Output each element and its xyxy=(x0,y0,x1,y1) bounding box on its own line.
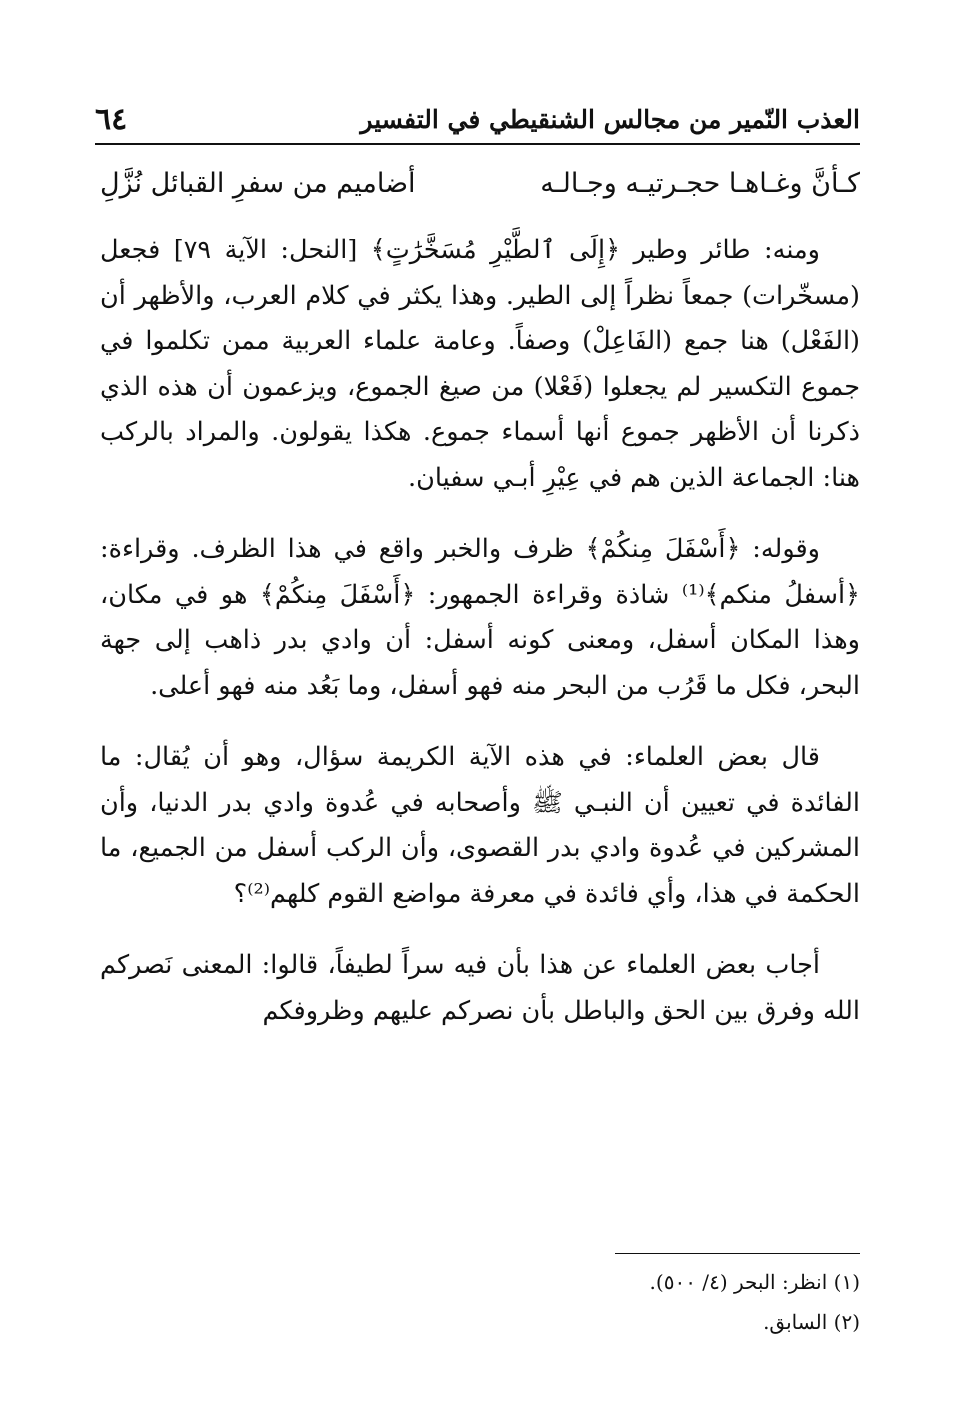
footnote: (١) انظر: البحر (٤/ ٥٠٠). xyxy=(649,1270,860,1294)
page-number: ٦٤ xyxy=(95,101,128,137)
paragraph: أجاب بعض العلماء عن هذا بأن فيه سراً لطيفاً، قالوا: المعنى نَصركم الله وفرق بين الحق والباطل بأن نصركم عليهم وظروفكم xyxy=(100,950,860,1026)
running-header xyxy=(95,95,860,145)
footnote-separator xyxy=(615,1253,860,1254)
footnotes xyxy=(480,1262,860,1342)
running-title: العذب النّمير من مجالس الشنقيطي في التفسير xyxy=(360,104,860,134)
main-text xyxy=(100,160,860,1060)
paragraph: قال بعض العلماء: في هذه الآية الكريمة سؤال، وهو أن يُقال: ما الفائدة في تعيين أن النبـي ﷺ وأصحابه في عُدوة وادي بدر الدنيا، وأن المشركين في عُدوة وادي بدر القصوى، وأن الركب أسفل من الجميع، ما الحكمة في هذا، وأي فائدة في معرفة مواضع القوم كلهم⁽²⁾؟ xyxy=(100,742,860,909)
paragraph: وقوله: ﴿أَسْفَلَ مِنكُمْ﴾ ظرف والخبر واقع في هذا الظرف. وقراءة: ﴿أسفلُ منكم﴾⁽¹⁾ شاذة وقراءة الجمهور: ﴿أَسْفَلَ مِنكُمْ﴾ هو في مكان، وهذا المكان أسفل، ومعنى كونه أسفل: أن وادي بدر ذاهب إلى جهة البحر، فكل ما قَرُب من البحر منه فهو أسفل، وما بَعُد منه فهو أعلى. xyxy=(100,534,860,701)
paragraph: ومنه: طائر وطير ﴿إِلَى ٱلطَّيْرِ مُسَخَّرَٰتٍ﴾ [النحل: الآية ٧٩] فجعل (مسخّرات) جمعاً نظراً إلى الطير. وهذا يكثر في كلام العرب، والأظهر أن (الفَعْل) هنا جمع (الفَاعِلْ) وصفاً. وعامة علماء العربية ممن تكلموا في جموع التكسير لم يجعلوا (فَعْلا) من صيغ الجموع، ويزعمون أن هذه الذي ذكرنا أن الأظهر جموع أنها أسماء جموع. هكذا يقولون. والمراد بالركب هنا: الجماعة الذين هم في عِيْرِ أبـي سفيان. xyxy=(100,235,860,493)
verse-right-hemistich: كـأنَّ وغـاهـا حجـرتيـه وجـالـه xyxy=(540,168,860,199)
verse-left-hemistich: أضاميم من سفرِ القبائل نُزَّلِ xyxy=(100,168,416,199)
footnote: (٢) السابق. xyxy=(763,1310,860,1334)
poetry-verse xyxy=(100,160,860,208)
